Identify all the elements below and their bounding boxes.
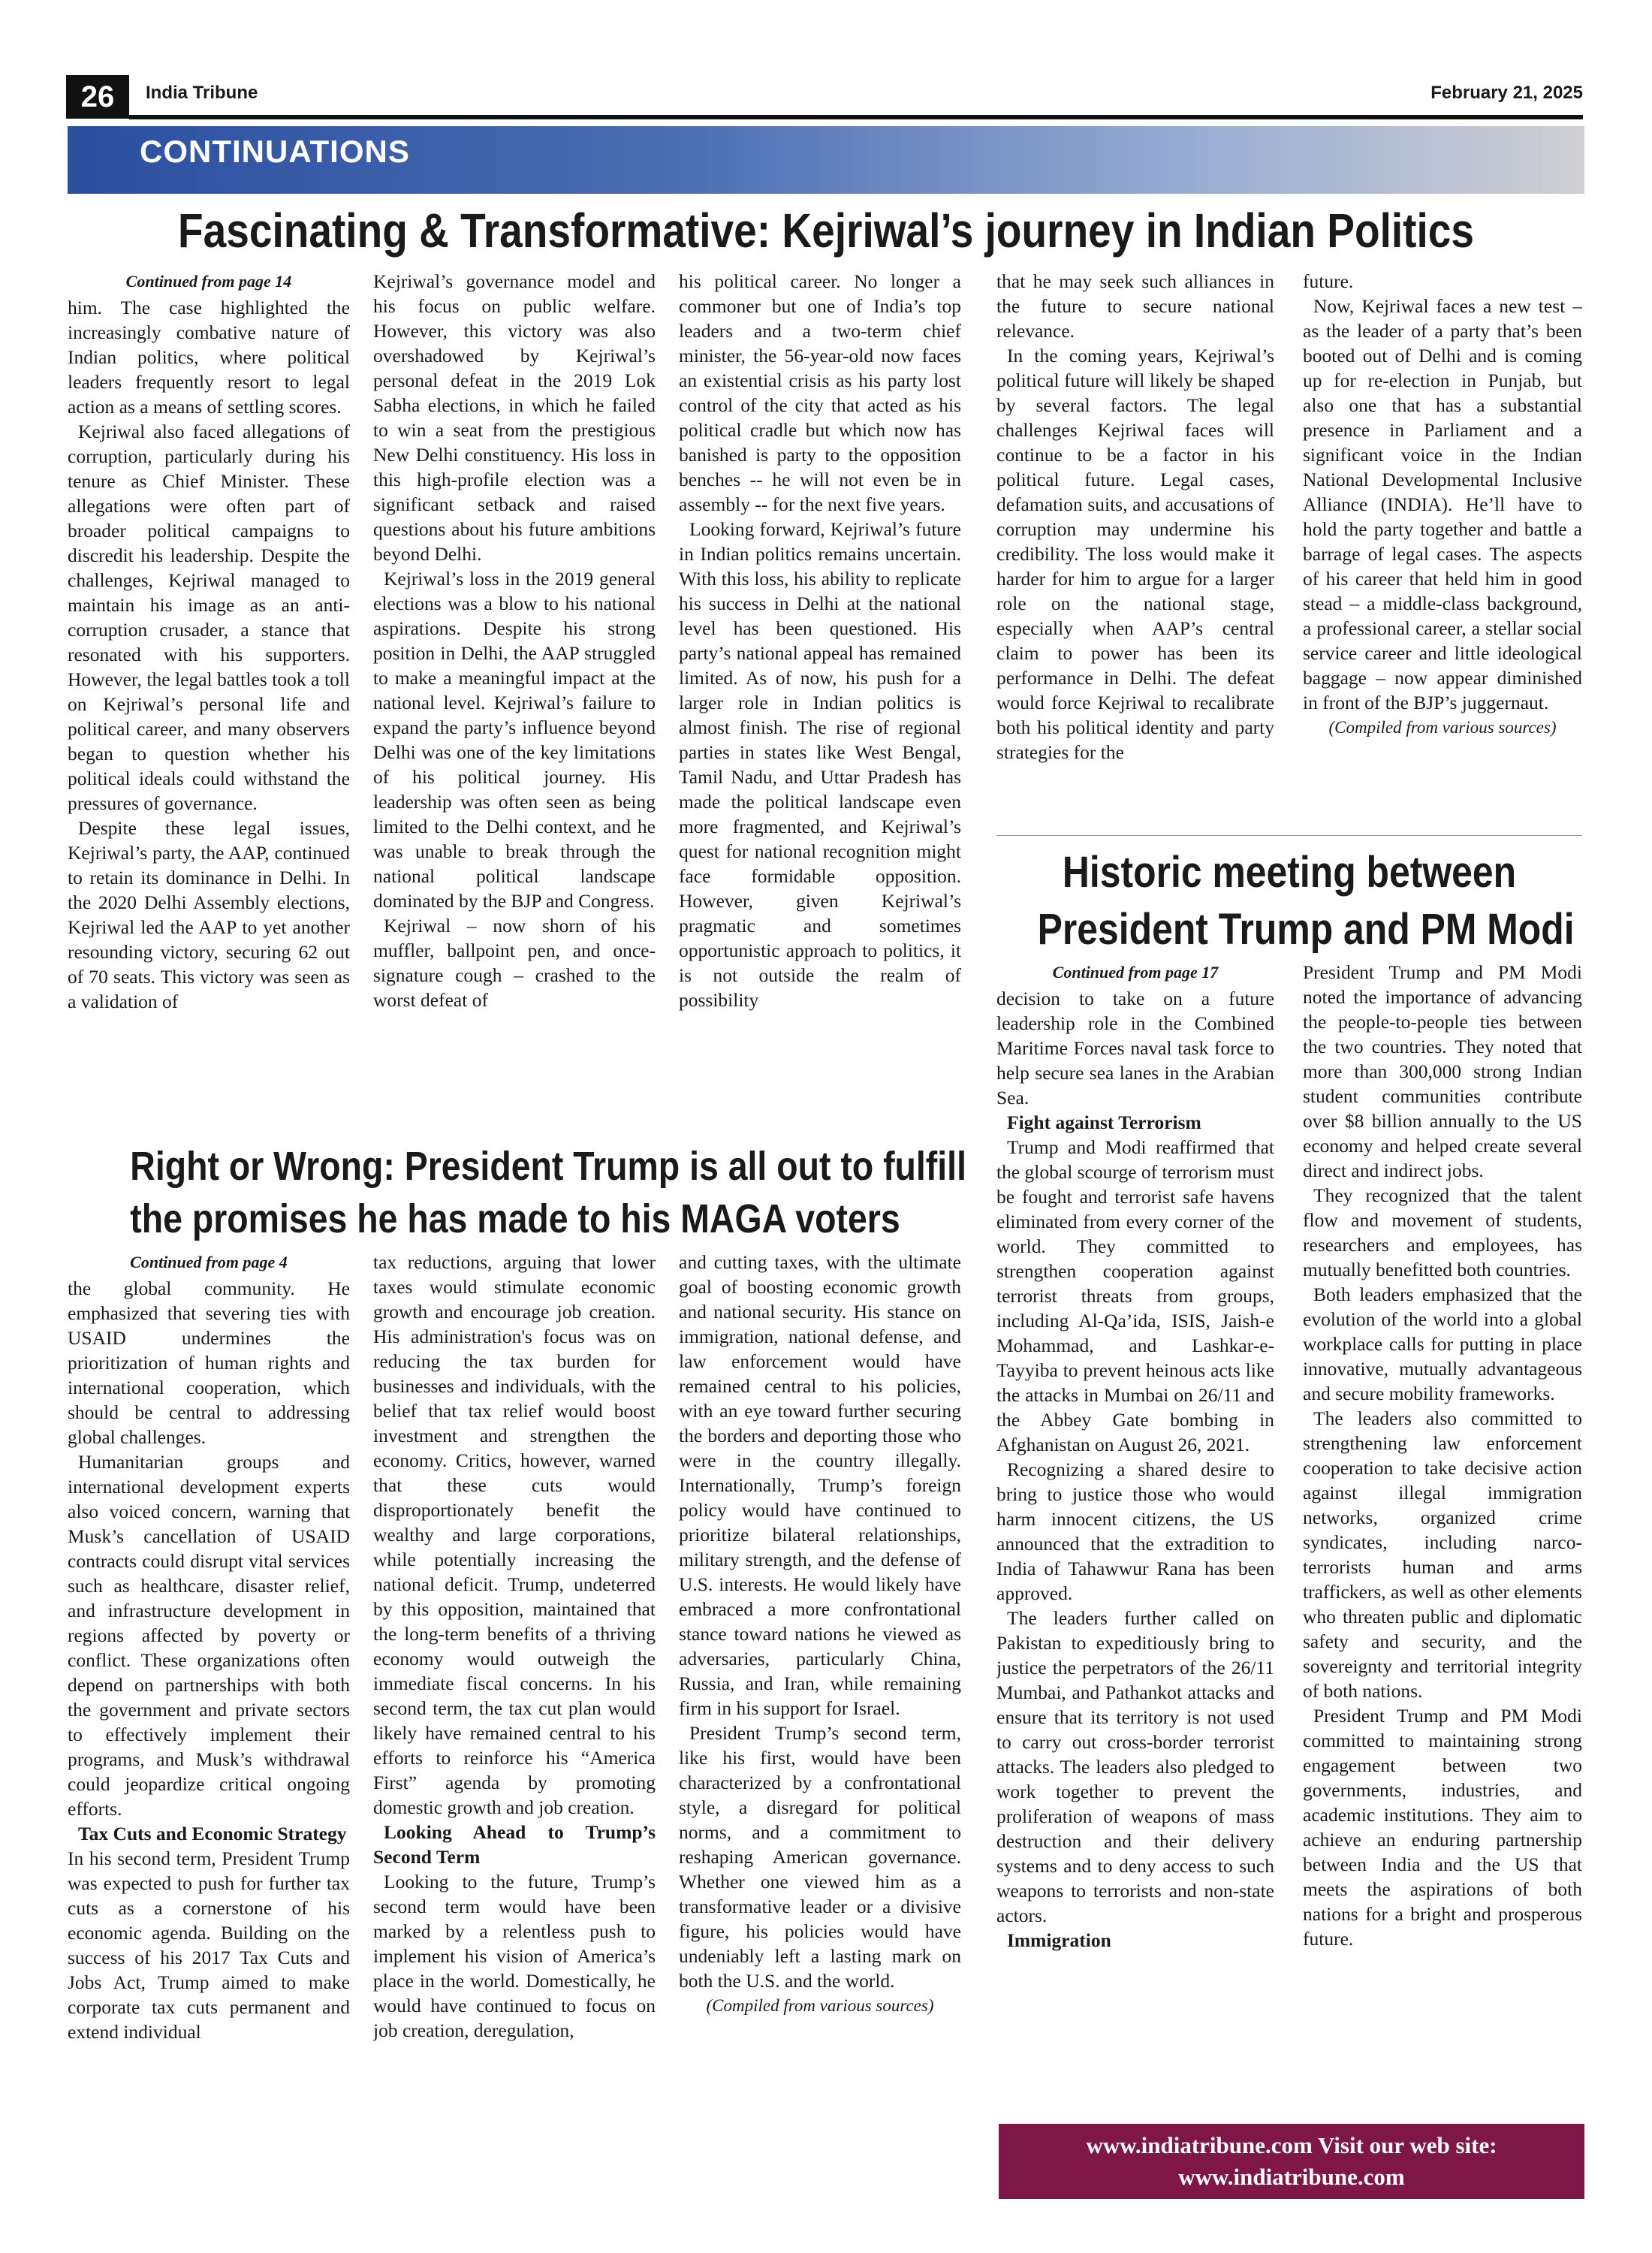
header-rule [129,115,1583,119]
article3-column-1 [68,1250,350,2196]
paragraph: the global community. He emphasized that severing ties with USAID undermines the prioritization of human rights and international cooperation, which should be central to addressing global challenges. [68,1277,350,1448]
paragraph: Humanitarian groups and international development experts also voiced concern, warning that Musk’s cancellation of USAID contracts could disrupt vital services such as healthcare, disaster relief, and infrastructure development in regions affected by poverty or conflict. These organizations often depend on partnerships with both the government and private sectors to effectively implement their programs, and Musk’s withdrawal could jeopardize critical ongoing efforts. [68,1451,350,1820]
article1-column-5 [1303,269,1582,840]
paragraph: Looking to the future, Trump’s second term would have been marked by a relentless push to implement his vision of America’s place in the world. Domestically, he would have continued to focus on job creation, deregulation, [373,1871,656,2041]
paragraph: future. [1303,270,1354,292]
article1-column-2 [373,269,656,1126]
paragraph: Recognizing a shared desire to bring to justice those who would harm innocent citizens, the US announced that the extradition to India of Tahawwur Rana has been approved. [996,1458,1274,1604]
subheading-tax-cuts: Tax Cuts and Economic Strategy [78,1823,347,1844]
paragraph: Kejriwal also faced allegations of corruption, particularly during his tenure as Chief Minister. These allegations were often part of broader political campaigns to discredit his leadership. Despite the challenges, Kejriwal managed to maintain his image as an anti-corruption crusader, a stance that resonated with his supporters. However, the legal battles took a toll on Kejriwal’s personal life and political career, and many observers began to question whether his political ideals could withstand the pressures of governance. [68,421,350,814]
article2-continued-note: Continued from page 17 [1052,963,1219,982]
article1-column-1 [68,269,350,1126]
paragraph: President Trump’s second term, like his first, would have been characterized by a confrontational style, a disregard for political norms, and a commitment to reshaping American governance. Whether one viewed him as a transformative leader or a divisive figure, his policies would have undeniably left a lasting mark on both the U.S. and the world. [679,1722,961,1992]
article1-column-4 [996,269,1274,840]
subheading-fight-against-terrorism: Fight against Terrorism [1007,1111,1201,1133]
article3-headline-line-2: the promises he has made to his MAGA voters [130,1196,900,1241]
paragraph: President Trump and PM Modi committed to maintaining strong engagement between two governments, industries, and academic institutions. They aim to achieve an enduring partnership between India and the US that meets the aspirations of both nations for a bright and prosperous future. [1303,1705,1582,1950]
paragraph: decision to take on a future leadership role in the Combined Maritime Forces naval task force to help secure sea lanes in the Arabian Sea. [996,988,1274,1108]
paragraph: In his second term, President Trump was expected to push for further tax cuts as a cornerstone of his economic agenda. Building on the success of his 2017 Tax Cuts and Jobs Act, Trump aimed to make corporate tax cuts permanent and extend individual [68,1847,350,2043]
article2-headline [1037,844,1575,958]
paragraph: Trump and Modi reaffirmed that the global scourge of terrorism must be fought and terrorist safe havens eliminated from every corner of the world. They committed to strengthen cooperation against terrorist threats from groups, including Al-Qa’ida, ISIS, Jaish-e Mohammad, and Lashkar-e-Tayyiba to prevent heinous acts like the attacks in Mumbai on 26/11 and the Abbey Gate bombing in Afghanistan on August 26, 2021. [996,1136,1274,1455]
divider [996,835,1582,836]
paragraph: and cutting taxes, with the ultimate goal of boosting economic growth and national security. His stance on immigration, national defense, and law enforcement would have remained central to his policies, with an eye toward further securing the borders and deporting those who were in the country illegally. Internationally, Trump’s foreign policy would have continued to prioritize bilateral relationships, military strength, and the defense of U.S. interests. He would likely have embraced a more confrontational stance toward nations he viewed as adversaries, particularly China, Russia, and Iran, while remaining firm in his support for Israel. [679,1251,961,1719]
paragraph: Both leaders emphasized that the evolution of the world into a global workplace calls for putting in place innovative, mutually advantageous and secure mobility frameworks. [1303,1283,1582,1404]
article2-headline-line-1: Historic meeting between [1062,848,1517,897]
article3-column-3 [679,1250,961,2196]
paragraph: The leaders also committed to strengthening law enforcement cooperation to take decisive action against illegal immigration networks, organized crime syndicates, including narco-terrorists human and arms traffickers, as well as other elements who threaten public and diplomatic safety and security, and the sovereignty and territorial integrity of both nations. [1303,1407,1582,1702]
article2-headline-line-2: President Trump and PM Modi [1037,905,1575,954]
paragraph: Kejriwal – now shorn of his muffler, ballpoint pen, and once-signature cough – crashed to the worst defeat of [373,915,656,1011]
paragraph: tax reductions, arguing that lower taxes would stimulate economic growth and encourage job creation. His administration's focus was on reducing the tax burden for businesses and individuals, with the belief that tax relief would boost investment and strengthen the economy. Critics, however, warned that these cuts would disproportionately benefit the wealthy and large corporations, while potentially increasing the national deficit. Trump, undeterred by this opposition, maintained that the long-term benefits of a thriving economy would outweigh the immediate fiscal concerns. In his second term, the tax cut plan would likely have remained central to his efforts to reinforce his “America First” agenda by promoting domestic growth and job creation. [373,1251,656,1818]
subheading-looking-ahead: Looking Ahead to Trump’s Second Term [373,1821,656,1868]
page-number: 26 [66,75,129,119]
publication-name: India Tribune [146,83,258,103]
paragraph: President Trump and PM Modi noted the importance of advancing the people-to-people ties between the two countries. They noted that more than 300,000 strong Indian student communities contribute over $8 billion annually to the US economy and helped create several direct and indirect jobs. [1303,961,1582,1181]
article2-column-1 [996,960,1274,2116]
article1-continued-note: Continued from page 14 [125,272,292,291]
article3-credit: (Compiled from various sources) [706,1996,934,2015]
subheading-immigration: Immigration [1007,1929,1111,1951]
paragraph: him. The case highlighted the increasingly combative nature of Indian politics, where political leaders frequently resort to legal action as a means of settling scores. [68,297,350,418]
paragraph: The leaders further called on Pakistan to expeditiously bring to justice the perpetrators of the 26/11 Mumbai, and Pathankot attacks and ensure that its territory is not used to carry out cross-border terrorist attacks. The leaders also pledged to work together to prevent the proliferation of weapons of mass destruction and their delivery systems and to deny access to such weapons to terrorists and non-state actors. [996,1607,1274,1926]
section-title: CONTINUATIONS [140,134,410,169]
article1-column-3 [679,269,961,1126]
paragraph: Despite these legal issues, Kejriwal’s party, the AAP, continued to retain its dominance in Delhi. In the 2020 Delhi Assembly elections, Kejriwal led the AAP to yet another resounding victory, securing 62 out of 70 seats. This victory was seen as a validation of [68,817,350,1012]
article3-column-2 [373,1250,656,2196]
paragraph: that he may seek such alliances in the future to secure national relevance. [996,270,1274,342]
paragraph: They recognized that the talent flow and movement of students, researchers and employees, has mutually benefitted both countries. [1303,1184,1582,1280]
issue-date: February 21, 2025 [1430,83,1583,103]
article1-headline: Fascinating & Transformative: Kejriwal’s journey in Indian Politics [177,204,1475,258]
promo-line-1[interactable]: www.indiatribune.com Visit our web site: [1086,2132,1497,2158]
paragraph: Kejriwal’s loss in the 2019 general elections was a blow to his national aspirations. Despite his strong position in Delhi, the AAP struggled to make a meaningful impact at the national level. Kejriwal’s failure to expand the party’s influence beyond Delhi was one of the key limitations of his political journey. His leadership was often seen as being limited to the Delhi context, and he was unable to break through the national political landscape dominated by the BJP and Congress. [373,568,656,912]
article3-headline-line-1: Right or Wrong: President Trump is all out to fulfill [130,1144,966,1189]
paragraph: his political career. No longer a commoner but one of India’s top leaders and a two-term chief minister, the 56-year-old now faces an existential crisis as his party lost control of the city that acted as his political cradle but which now has banished is party to the opposition benches -- he will not even be in assembly -- for the next five years. [679,270,961,515]
promo-line-2[interactable]: www.indiatribune.com [1178,2164,1405,2190]
article2-column-2 [1303,960,1582,2116]
paragraph: Looking forward, Kejriwal’s future in Indian politics remains uncertain. With this loss, his ability to replicate his success in Delhi at the national level has been questioned. His party’s national appeal has remained limited. As of now, his push for a larger role in Indian politics is almost finish. The rise of regional parties in states like West Bengal, Tamil Nadu, and Uttar Pradesh has made the political landscape even more fragmented, and Kejriwal’s quest for national recognition might face formidable opposition. However, given Kejriwal’s pragmatic and sometimes opportunistic approach to politics, it is not outside the realm of possibility [679,518,961,1011]
article3-continued-note: Continued from page 4 [130,1253,288,1271]
paragraph: Kejriwal’s governance model and his focus on public welfare. However, this victory was also overshadowed by Kejriwal’s personal defeat in the 2019 Lok Sabha elections, in which he failed to win a seat from the prestigious New Delhi constituency. His loss in this high-profile election was a significant setback and raised questions about his future ambitions beyond Delhi. [373,270,656,565]
paragraph: In the coming years, Kejriwal’s political future will likely be shaped by several factors. The legal challenges Kejriwal faces will continue to be a factor in his political future. Legal cases, defamation suits, and accusations of corruption may undermine his credibility. The loss would make it harder for him to argue for a larger role on the national stage, especially when AAP’s central claim to power has been its performance in Delhi. The defeat would force Kejriwal to recalibrate both his political identity and party strategies for the [996,345,1274,763]
article3-headline [130,1140,966,1245]
article1-credit: (Compiled from various sources) [1328,718,1557,737]
paragraph: Now, Kejriwal faces a new test – as the leader of a party that’s been booted out of Delhi and is coming up for re-election in Punjab, but also one that has a substantial presence in Parliament and a significant voice in the Indian National Developmental Inclusive Alliance (INDIA). He’ll have to hold the party together and battle a barrage of legal cases. The aspects of his career that held him in good stead – a middle-class background, a professional career, a stellar social service career and little ideological baggage – now appear diminished in front of the BJP’s juggernaut. [1303,295,1582,713]
website-promo-box[interactable] [999,2124,1584,2199]
